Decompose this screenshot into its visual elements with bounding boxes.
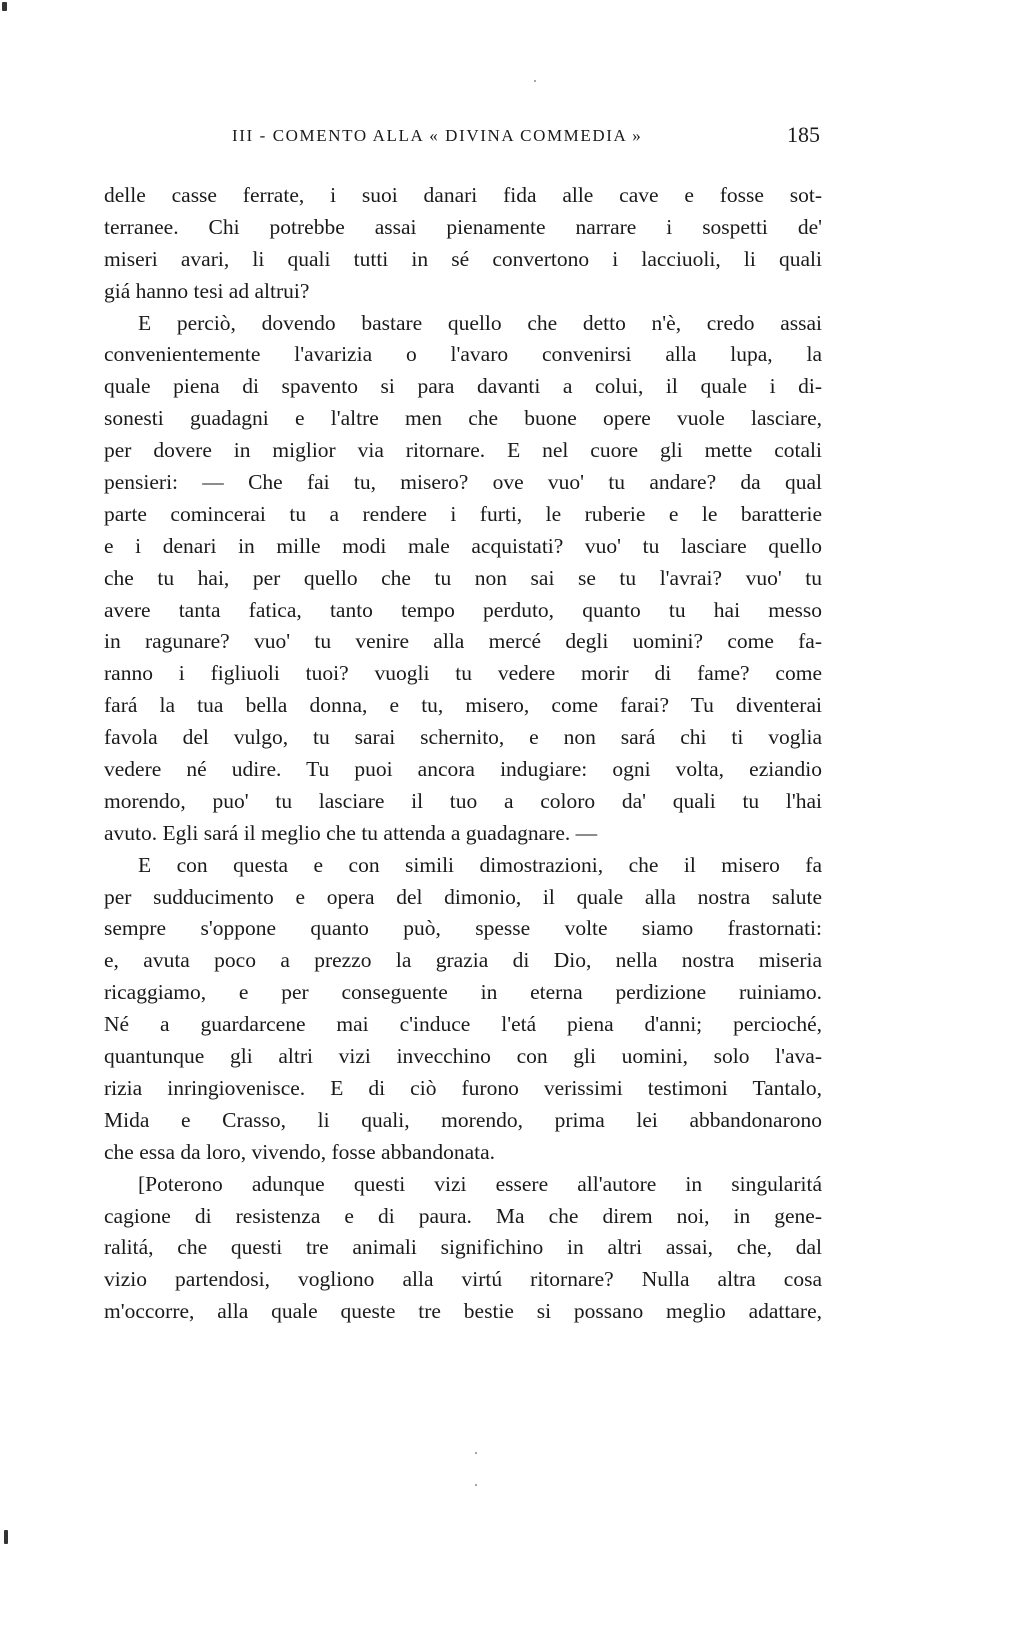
- text-line: per dovere in miglior via ritornare. E nel cuore gli mette cotali: [104, 438, 822, 463]
- text-line: fará la tua bella donna, e tu, misero, come farai? Tu diventerai: [104, 693, 822, 718]
- scan-speck: [4, 1530, 8, 1544]
- text-line: E perciò, dovendo bastare quello che detto n'è, credo assai: [138, 310, 822, 335]
- text-line: m'occorre, alla quale queste tre bestie si possano meglio adattare,: [104, 1299, 822, 1324]
- text-line: vedere né udire. Tu puoi ancora indugiare: ogni volta, eziandio: [104, 757, 822, 782]
- text-line: quale piena di spavento si para davanti a colui, il quale i di-: [104, 374, 822, 399]
- text-line: rizia inringiovenisce. E di ciò furono verissimi testimoni Tantalo,: [104, 1075, 822, 1100]
- text-line: delle casse ferrate, i suoi danari fida alle cave e fosse sot-: [104, 183, 822, 207]
- text-line: giá hanno tesi ad altrui?: [104, 278, 310, 303]
- text-line: ranno i figliuoli tuoi? vuogli tu vedere morir di fame? come: [104, 661, 822, 686]
- text-line: pensieri: — Che fai tu, misero? ove vuo' tu andare? da qual: [104, 470, 822, 495]
- text-line: morendo, puo' tu lasciare il tuo a coloro da' quali tu l'hai: [104, 788, 822, 813]
- scan-speck: [2, 2, 7, 11]
- scan-speck: [534, 80, 536, 82]
- text-line: [Poterono adunque questi vizi essere all'autore in singularitá: [138, 1171, 822, 1196]
- text-line: avere tanta fatica, tanto tempo perduto, quanto tu hai messo: [104, 597, 822, 622]
- text-line: e, avuta poco a prezzo la grazia di Dio, nella nostra miseria: [104, 948, 822, 973]
- text-line: Né a guardarcene mai c'induce l'etá piena d'anni; percioché,: [104, 1012, 822, 1037]
- text-line: che essa da loro, vivendo, fosse abbandonata.: [104, 1139, 496, 1164]
- text-line: Mida e Crasso, li quali, morendo, prima lei abbandonarono: [104, 1107, 822, 1132]
- text-line: parte comincerai tu a rendere i furti, le ruberie e le baratterie: [104, 501, 822, 526]
- text-line: favola del vulgo, tu sarai schernito, e non sará chi ti voglia: [104, 725, 822, 750]
- text-line: ricaggiamo, e per conseguente in eterna perdizione ruiniamo.: [104, 980, 822, 1005]
- text-line: per sudducimento e opera del dimonio, il quale alla nostra salute: [104, 884, 822, 909]
- scan-speck: [475, 1452, 477, 1454]
- running-title: III - COMENTO ALLA « DIVINA COMMEDIA »: [232, 126, 643, 145]
- text-line: convenientemente l'avarizia o l'avaro convenirsi alla lupa, la: [104, 342, 822, 367]
- scan-speck: [475, 1484, 477, 1486]
- text-line: cagione di resistenza e di paura. Ma che direm noi, in gene-: [104, 1203, 822, 1228]
- text-line: che tu hai, per quello che tu non sai se tu l'avrai? vuo' tu: [104, 565, 822, 590]
- text-line: vizio partendosi, vogliono alla virtú ritornare? Nulla altra cosa: [104, 1267, 822, 1292]
- text-line: avuto. Egli sará il meglio che tu attenda a guadagnare. —: [104, 820, 598, 845]
- text-line: sempre s'oppone quanto può, spesse volte siamo frastornati:: [104, 916, 822, 941]
- text-line: in ragunare? vuo' tu venire alla mercé degli uomini? come fa-: [104, 629, 822, 654]
- text-line: e i denari in mille modi male acquistati? vuo' tu lasciare quello: [104, 533, 822, 558]
- running-head: [104, 122, 822, 156]
- text-line: miseri avari, li quali tutti in sé convertono i lacciuoli, li quali: [104, 246, 822, 271]
- body-text: [104, 180, 822, 1328]
- text-line: ralitá, che questi tre animali significhino in altri assai, che, dal: [104, 1235, 822, 1260]
- text-line: quantunque gli altri vizi invecchino con gli uomini, solo l'ava-: [104, 1044, 822, 1069]
- page-number: 185: [787, 122, 820, 147]
- text-line: sonesti guadagni e l'altre men che buone opere vuole lasciare,: [104, 406, 822, 431]
- text-line: E con questa e con simili dimostrazioni, che il misero fa: [138, 852, 822, 877]
- text-line: terranee. Chi potrebbe assai pienamente narrare i sospetti de': [104, 214, 822, 239]
